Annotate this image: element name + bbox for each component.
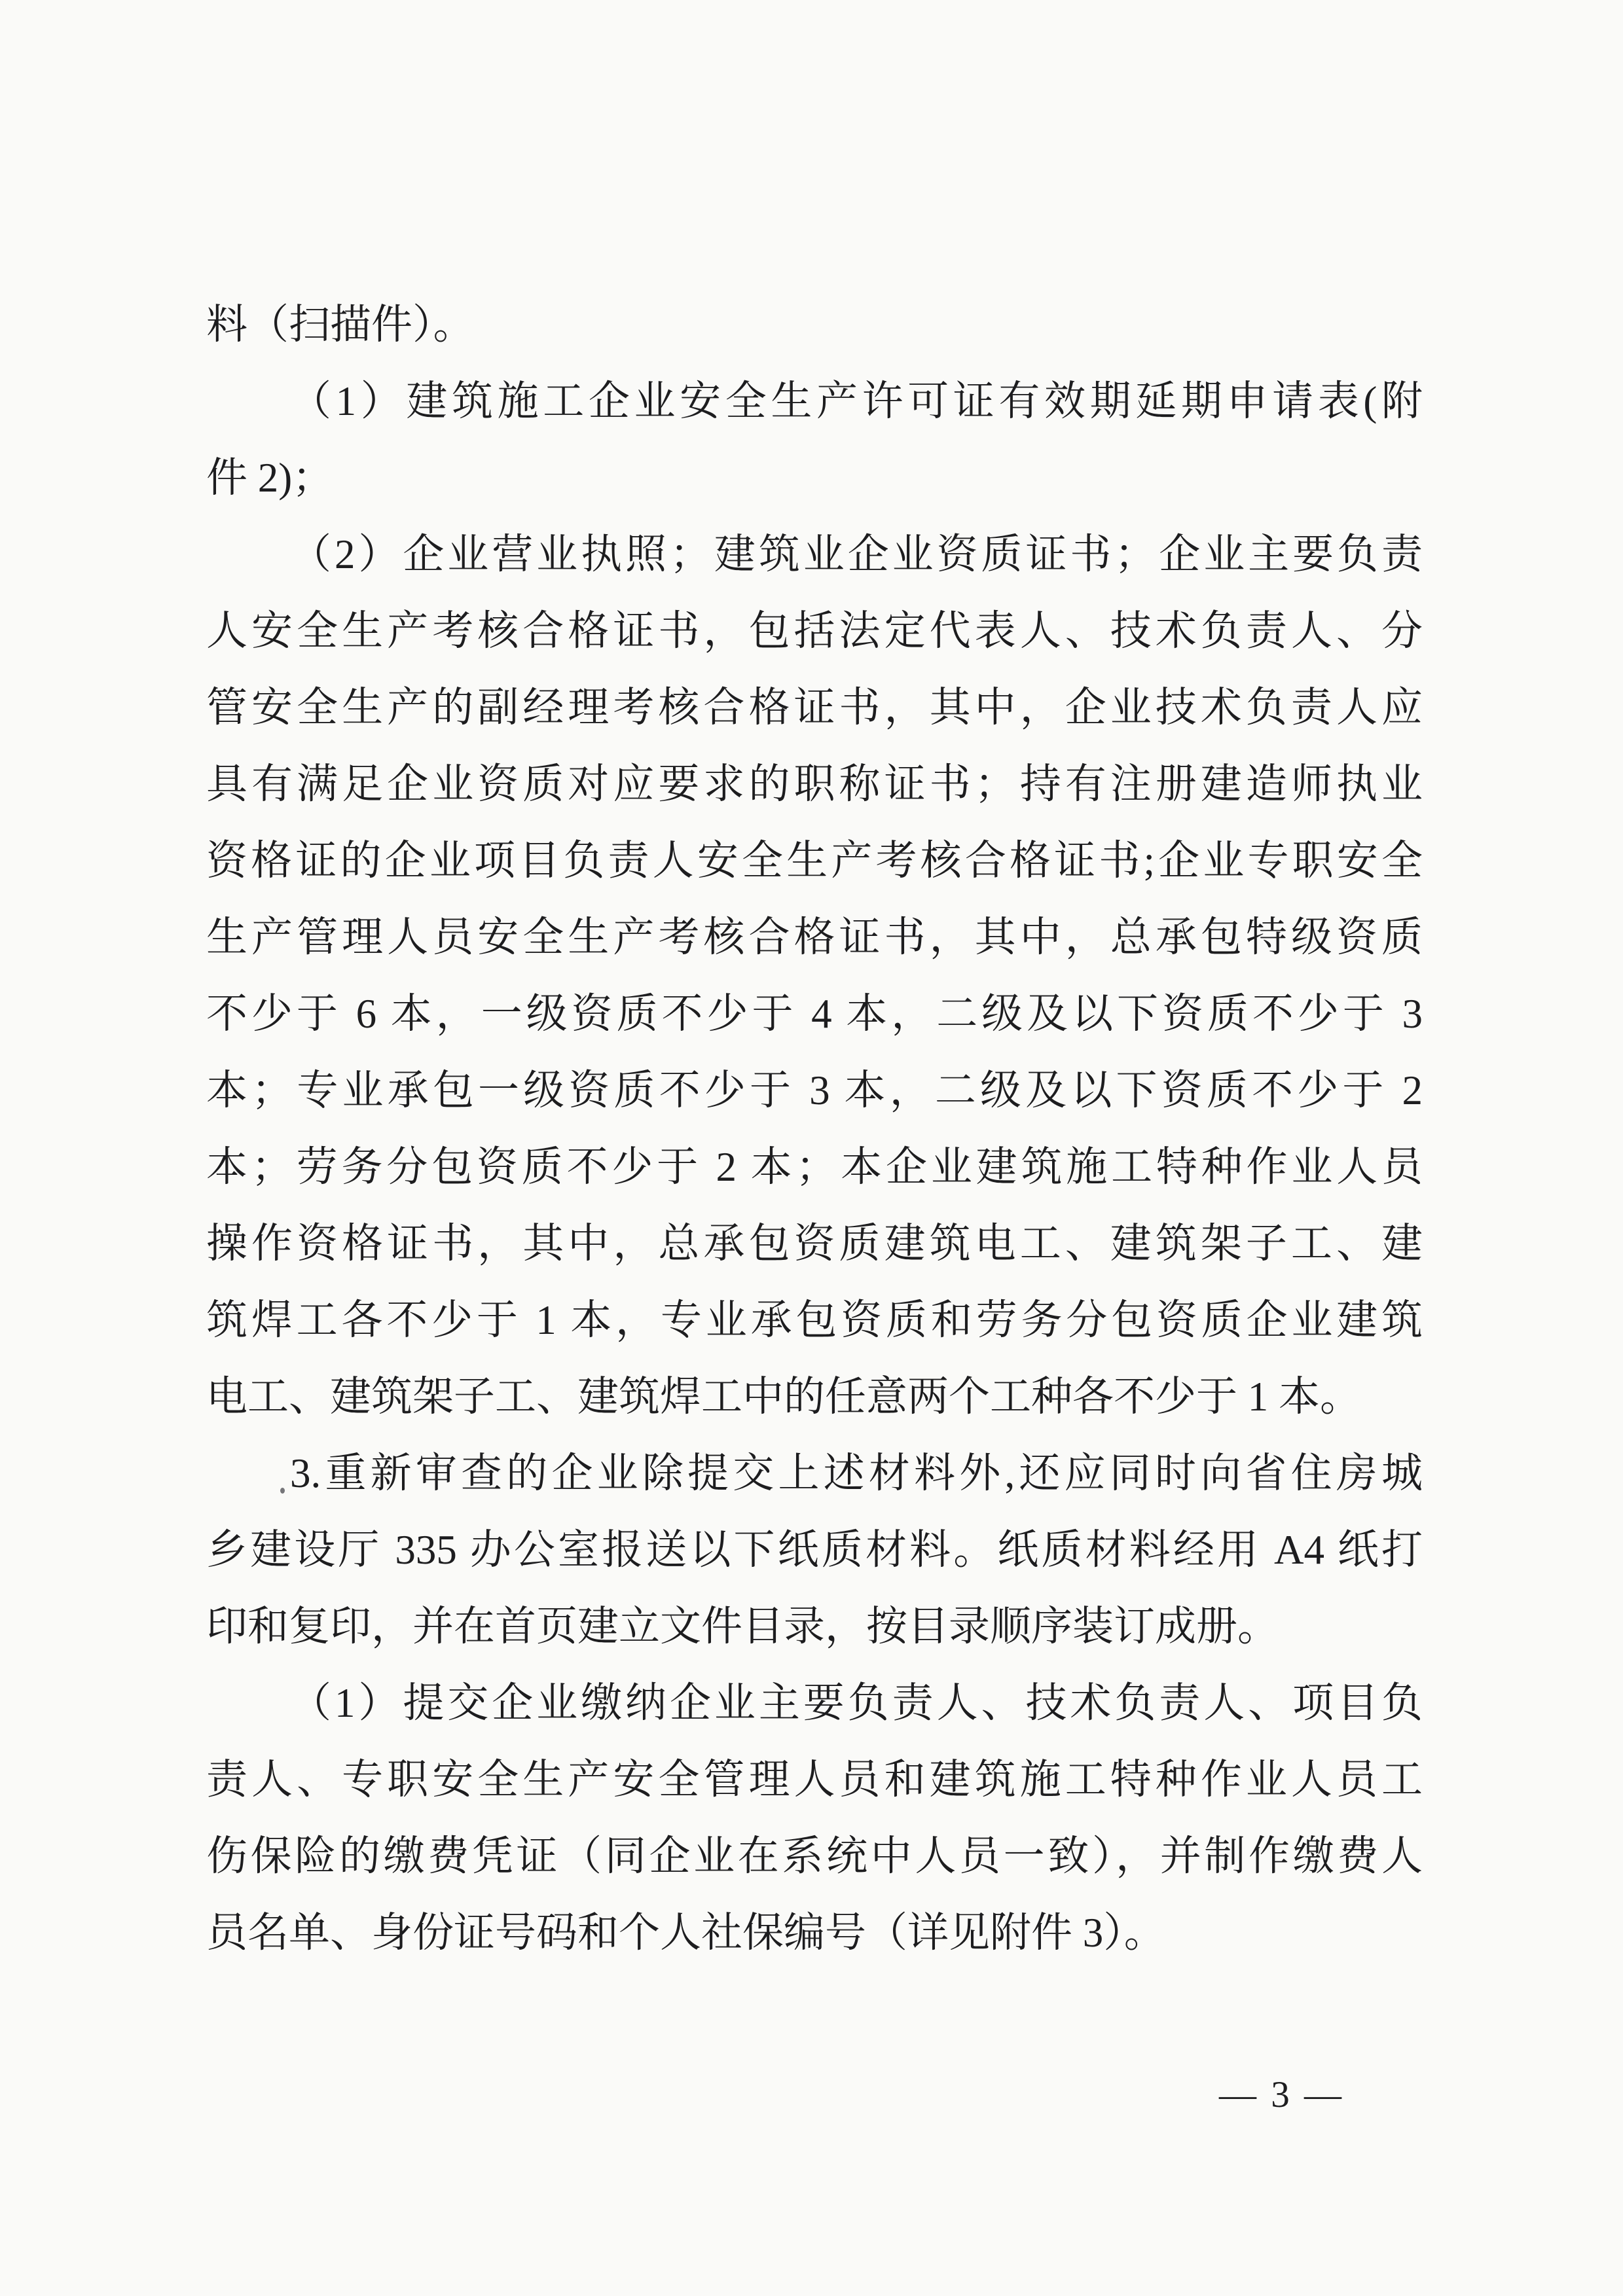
text-line: 筑焊工各不少于 1 本，专业承包资质和劳务分包资质企业建筑 <box>206 1297 1423 1343</box>
text-line: （1）建筑施工企业安全生产许可证有效期延期申请表(附 <box>290 378 1423 424</box>
text-line: 3.重新审查的企业除提交上述材料外,还应同时向省住房城 <box>290 1450 1423 1496</box>
text-line: 本；劳务分包资质不少于 2 本；本企业建筑施工特种作业人员 <box>206 1144 1423 1190</box>
text-line: 操作资格证书，其中，总承包资质建筑电工、建筑架子工、建 <box>206 1221 1423 1266</box>
para-scan-note-tail <box>206 287 1423 363</box>
text-line: 伤保险的缴费凭证（同企业在系统中人员一致），并制作缴费人 <box>206 1833 1423 1879</box>
para-item-2 <box>206 516 1423 1435</box>
para-item-3 <box>206 1435 1423 1665</box>
text-line: 员名单、身份证号码和个人社保编号（详见附件 3）。 <box>206 1910 1165 1956</box>
text-line: 不少于 6 本，一级资质不少于 4 本，二级及以下资质不少于 3 <box>206 991 1423 1037</box>
document-body <box>206 287 1423 1971</box>
text-line: （1）提交企业缴纳企业主要负责人、技术负责人、项目负 <box>290 1680 1423 1726</box>
para-item-1 <box>206 363 1423 516</box>
text-line: 生产管理人员安全生产考核合格证书，其中，总承包特级资质 <box>206 914 1423 960</box>
text-line: 具有满足企业资质对应要求的职称证书；持有注册建造师执业 <box>206 761 1423 807</box>
text-line: 电工、建筑架子工、建筑焊工中的任意两个工种各不少于 1 本。 <box>206 1374 1361 1420</box>
text-line: 人安全生产考核合格证书，包括法定代表人、技术负责人、分 <box>206 608 1423 654</box>
text-line: 件 2)； <box>206 455 334 501</box>
text-line: 印和复印，并在首页建立文件目录，按目录顺序装订成册。 <box>206 1604 1279 1649</box>
text-line: 资格证的企业项目负责人安全生产考核合格证书;企业专职安全 <box>206 838 1423 884</box>
text-line: 本；专业承包一级资质不少于 3 本，二级及以下资质不少于 2 <box>206 1067 1423 1113</box>
text-line: 乡建设厅 335 办公室报送以下纸质材料。纸质材料经用 A4 纸打 <box>206 1527 1423 1573</box>
text-line: （2）企业营业执照；建筑业企业资质证书；企业主要负责 <box>290 531 1423 577</box>
text-line: 料（扫描件）。 <box>206 302 475 348</box>
para-item-4 <box>206 1665 1423 1971</box>
text-line: 责人、专职安全生产安全管理人员和建筑施工特种作业人员工 <box>206 1757 1423 1803</box>
scan-speck <box>280 1488 285 1494</box>
text-line: 管安全生产的副经理考核合格证书，其中，企业技术负责人应 <box>206 685 1423 730</box>
page-number: — 3 — <box>1219 2074 1344 2115</box>
